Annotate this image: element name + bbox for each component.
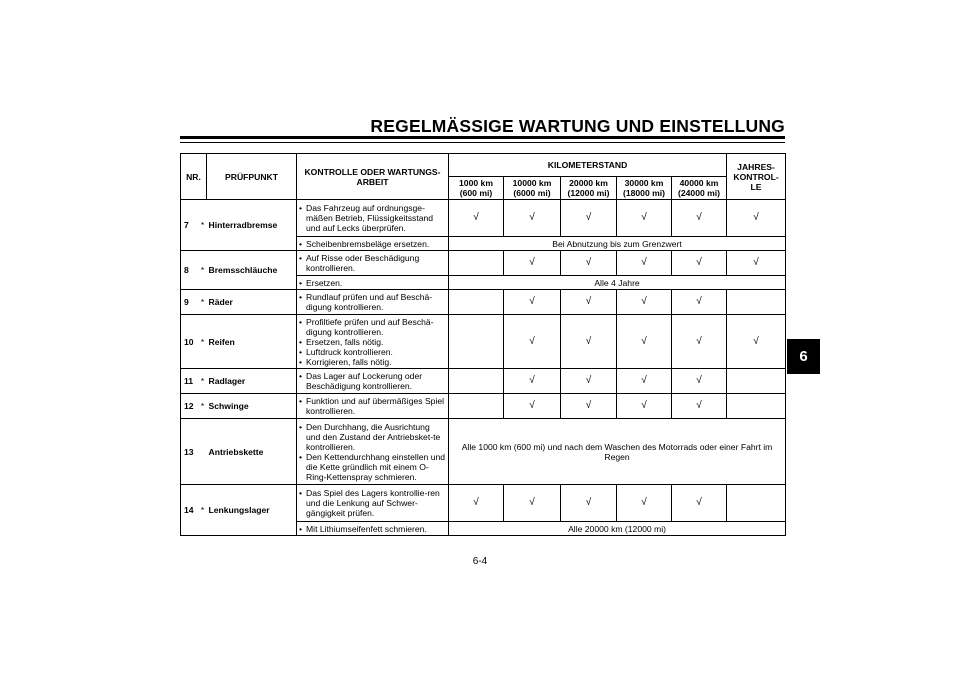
title-rule-thin	[180, 142, 785, 143]
check-mark: √	[561, 290, 617, 315]
row-star	[199, 419, 207, 485]
empty-cell	[449, 315, 504, 369]
check-mark: √	[672, 315, 727, 369]
empty-cell	[727, 485, 786, 522]
row-star: *	[199, 200, 207, 251]
table-row	[181, 315, 786, 369]
header-interval: 40000 km (24000 mi)	[672, 177, 727, 200]
work-bullet: • Das Spiel des Lagers kontrollie-ren und die Lenkung auf Schwer-gängigkeit prüfen.	[299, 488, 446, 518]
header-nr: NR.	[181, 154, 207, 200]
row-number: 12	[181, 394, 199, 419]
row-item: Schwinge	[207, 394, 297, 419]
work-bullet: • Das Lager auf Lockerung oder Beschädigung kontrollieren.	[299, 371, 446, 391]
work-bullet: • Auf Risse oder Beschädigung kontrollieren.	[299, 253, 446, 273]
empty-cell	[727, 290, 786, 315]
work-bullet: • Profiltiefe prüfen und auf Beschä-digung kontrollieren.	[299, 317, 446, 337]
row-work	[297, 276, 449, 290]
row-number: 8	[181, 251, 199, 290]
check-mark: √	[561, 369, 617, 394]
header-interval: 30000 km (18000 mi)	[617, 177, 672, 200]
header-work: KONTROLLE ODER WARTUNGS-ARBEIT	[297, 154, 449, 200]
row-item: Räder	[207, 290, 297, 315]
page-title: REGELMÄSSIGE WARTUNG UND EINSTELLUNG	[370, 116, 785, 136]
work-bullet: • Ersetzen, falls nötig.	[299, 337, 446, 347]
row-item: Bremsschläuche	[207, 251, 297, 290]
check-mark: √	[561, 200, 617, 237]
row-work	[297, 200, 449, 237]
check-mark: √	[561, 251, 617, 276]
table-row	[181, 369, 786, 394]
header-interval: 1000 km (600 mi)	[449, 177, 504, 200]
check-mark: √	[449, 200, 504, 237]
row-star: *	[199, 251, 207, 290]
check-mark: √	[617, 290, 672, 315]
row-item: Lenkungslager	[207, 485, 297, 536]
row-star: *	[199, 290, 207, 315]
work-bullet: • Mit Lithiumseifenfett schmieren.	[299, 524, 446, 534]
check-mark: √	[504, 369, 561, 394]
work-bullet: • Ersetzen.	[299, 278, 446, 288]
section-tab: 6	[787, 339, 820, 374]
check-mark: √	[504, 251, 561, 276]
row-item: Reifen	[207, 315, 297, 369]
check-mark: √	[617, 394, 672, 419]
empty-cell	[449, 251, 504, 276]
table-row	[181, 419, 786, 485]
check-mark: √	[504, 200, 561, 237]
maintenance-table	[180, 153, 786, 536]
check-mark: √	[672, 485, 727, 522]
title-rule-thick	[180, 136, 785, 139]
row-number: 11	[181, 369, 199, 394]
work-bullet: • Den Kettendurchhang einstellen und die Kette gründlich mit einem O-Ring-Kettenspray schmieren.	[299, 452, 446, 482]
table-row	[181, 251, 786, 276]
row-work	[297, 290, 449, 315]
row-star: *	[199, 369, 207, 394]
empty-cell	[449, 290, 504, 315]
interval-note: Bei Abnutzung bis zum Grenzwert	[449, 237, 786, 251]
work-bullet: • Den Durchhang, die Ausrichtung und den Zustand der Antriebsket-te kontrollieren.	[299, 422, 446, 452]
check-mark: √	[617, 369, 672, 394]
interval-note: Alle 1000 km (600 mi) und nach dem Waschen des Motorrads oder einer Fahrt im Regen	[449, 419, 786, 485]
row-work	[297, 522, 449, 536]
work-bullet: • Funktion und auf übermäßiges Spiel kontrollieren.	[299, 396, 446, 416]
row-number: 10	[181, 315, 199, 369]
row-star: *	[199, 315, 207, 369]
row-work	[297, 251, 449, 276]
row-number: 14	[181, 485, 199, 536]
work-bullet: • Rundlauf prüfen und auf Beschä-digung kontrollieren.	[299, 292, 446, 312]
check-mark: √	[504, 315, 561, 369]
table-row	[181, 290, 786, 315]
row-work	[297, 315, 449, 369]
check-mark: √	[617, 315, 672, 369]
check-mark: √	[561, 394, 617, 419]
page-number: 6-4	[472, 556, 488, 567]
check-mark: √	[561, 315, 617, 369]
empty-cell	[727, 394, 786, 419]
check-mark: √	[561, 485, 617, 522]
table-row	[181, 200, 786, 237]
row-item: Radlager	[207, 369, 297, 394]
check-mark: √	[617, 200, 672, 237]
row-item: Antriebskette	[207, 419, 297, 485]
check-mark: √	[504, 394, 561, 419]
interval-note: Alle 20000 km (12000 mi)	[449, 522, 786, 536]
row-number: 13	[181, 419, 199, 485]
check-mark: √	[672, 394, 727, 419]
check-mark: √	[727, 200, 786, 237]
check-mark: √	[617, 485, 672, 522]
check-mark: √	[727, 315, 786, 369]
row-star: *	[199, 394, 207, 419]
check-mark: √	[617, 251, 672, 276]
empty-cell	[449, 369, 504, 394]
row-item: Hinterradbremse	[207, 200, 297, 251]
check-mark: √	[727, 251, 786, 276]
work-bullet: • Das Fahrzeug auf ordnungsge-mäßen Betrieb, Flüssigkeitsstand und auf Lecks überprüfen.	[299, 203, 446, 233]
table-row	[181, 394, 786, 419]
row-number: 9	[181, 290, 199, 315]
row-work	[297, 237, 449, 251]
check-mark: √	[672, 290, 727, 315]
row-work	[297, 394, 449, 419]
header-interval: 20000 km (12000 mi)	[561, 177, 617, 200]
interval-note: Alle 4 Jahre	[449, 276, 786, 290]
row-work	[297, 419, 449, 485]
table-row	[181, 485, 786, 522]
check-mark: √	[672, 200, 727, 237]
header-km: KILOMETERSTAND	[449, 154, 727, 177]
row-work	[297, 485, 449, 522]
row-number: 7	[181, 200, 199, 251]
header-annual: JAHRES-KONTROL-LE	[727, 154, 786, 200]
work-bullet: • Korrigieren, falls nötig.	[299, 357, 446, 367]
check-mark: √	[504, 485, 561, 522]
check-mark: √	[672, 369, 727, 394]
empty-cell	[449, 394, 504, 419]
row-work	[297, 369, 449, 394]
header-interval: 10000 km (6000 mi)	[504, 177, 561, 200]
empty-cell	[727, 369, 786, 394]
header-item: PRÜFPUNKT	[207, 154, 297, 200]
check-mark: √	[504, 290, 561, 315]
work-bullet: • Scheibenbremsbeläge ersetzen.	[299, 239, 446, 249]
check-mark: √	[672, 251, 727, 276]
row-star: *	[199, 485, 207, 536]
check-mark: √	[449, 485, 504, 522]
work-bullet: • Luftdruck kontrollieren.	[299, 347, 446, 357]
